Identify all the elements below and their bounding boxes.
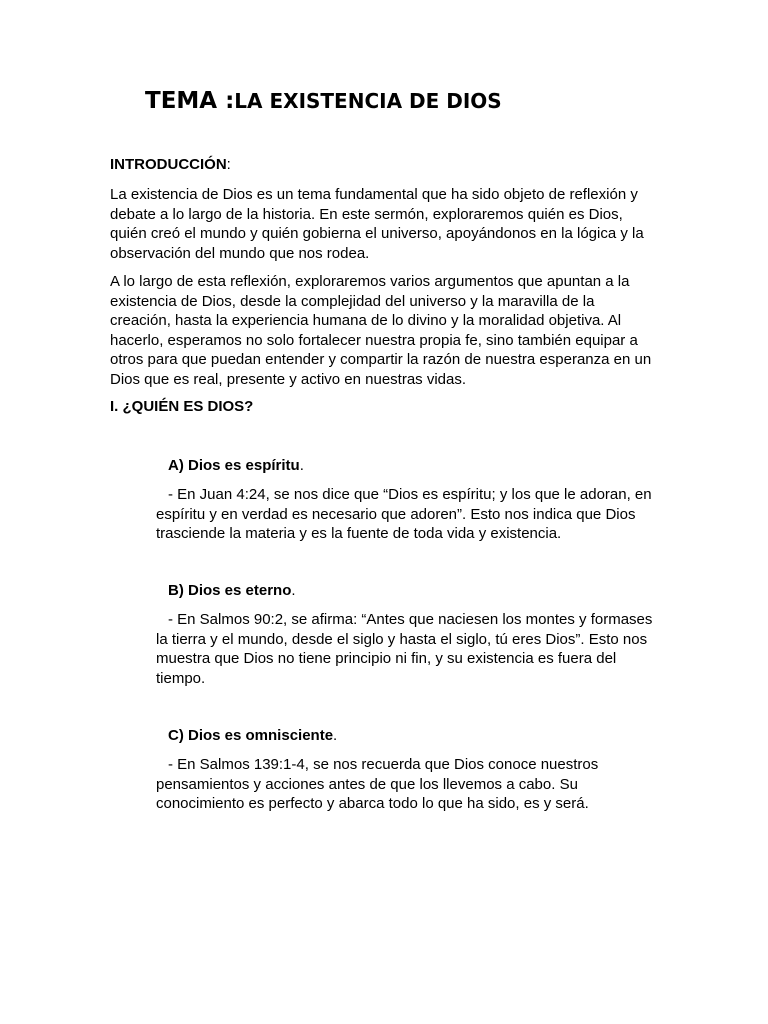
- section-heading: I. ¿QUIÉN ES DIOS?: [110, 398, 254, 415]
- item-c-heading-punct: .: [333, 727, 338, 744]
- item-b-heading-punct: .: [291, 582, 296, 599]
- item-c-heading-label: C) Dios es omnisciente: [168, 727, 334, 744]
- intro-heading: [110, 155, 231, 175]
- item-a-heading-label: A) Dios es espíritu: [168, 457, 300, 474]
- item-b-heading-label: B) Dios es eterno: [168, 582, 292, 599]
- item-a-heading-punct: .: [299, 457, 304, 474]
- item-c-text: - En Salmos 139:1-4, se nos recuerda que Dios conoce nuestros pensamientos y acciones antes de que los llevemos a cabo. Su conocimiento es perfecto y abarca todo lo que ha sido, es y será.: [156, 756, 599, 812]
- intro-heading-suffix: :: [226, 156, 231, 173]
- item-a-text: - En Juan 4:24, se nos dice que “Dios es espíritu; y los que le adoran, en espíritu y en verdad es necesario que adoren”. Esto nos indica que Dios trasciende la materia y es la fuente de toda vida y existencia.: [156, 486, 652, 542]
- item-c-heading: [168, 726, 337, 746]
- intro-paragraph-2: A lo largo de esta reflexión, exploraremos varios argumentos que apuntan a la existencia de Dios, desde la complejidad del universo y la maravilla de la creación, hasta la experiencia humana de lo divino y la moralidad objetiva. Al hacerlo, esperamos no solo fortalecer nuestra propia fe, sino también equipar a otros para que puedan entender y compartir la razón de nuestra esperanza en un Dios que es real, presente y activo en nuestras vidas.: [110, 273, 652, 388]
- item-b-text: - En Salmos 90:2, se afirma: “Antes que naciesen los montes y formases la tierra y el mundo, desde el siglo y hasta el siglo, tú eres Dios”. Esto nos muestra que Dios no tiene principio ni fin, y su existencia es fuera del tiempo.: [156, 611, 653, 687]
- intro-paragraph-1: La existencia de Dios es un tema fundamental que ha sido objeto de reflexión y debate a lo largo de la historia. En este sermón, exploraremos quién es Dios, quién creó el mundo y quién gobierna el universo, apoyándonos en la lógica y la observación del mundo que nos rodea.: [110, 186, 644, 262]
- title-prefix: TEMA :: [145, 88, 235, 114]
- title-main: LA EXISTENCIA DE DIOS: [234, 89, 502, 113]
- document-title: [145, 86, 502, 118]
- item-a-heading: [168, 456, 304, 476]
- intro-heading-label: INTRODUCCIÓN: [110, 156, 227, 173]
- item-b-heading: [168, 581, 296, 601]
